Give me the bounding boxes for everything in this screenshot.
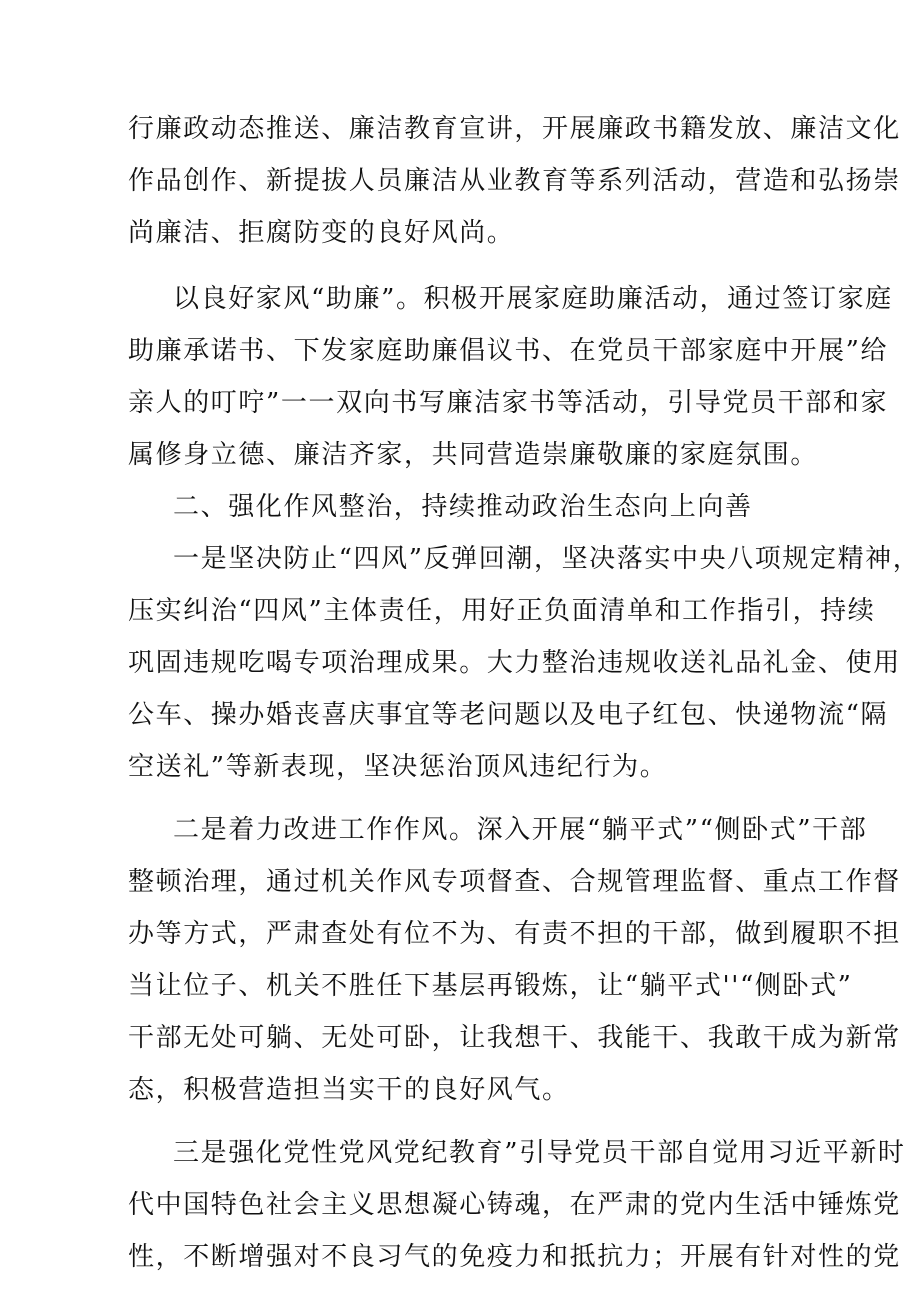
text-line: 空送礼”等新表现，坚决惩治顶风违纪行为。 (128, 752, 668, 782)
text-line: 代中国特色社会主义思想凝心铸魂，在严肃的党内生活中锤炼党 (128, 1190, 901, 1220)
text-line: 态，积极营造担当实干的良好风气。 (128, 1075, 570, 1105)
text-line: 当让位子、机关不胜任下基层再锻炼，让“躺平式''“侧卧式” (128, 971, 853, 1001)
text-line: 三是强化党性党风党纪教育”引导党员干部自觉用习近平新时 (173, 1138, 906, 1168)
text-line: 行廉政动态推送、廉洁教育宣讲，开展廉政书籍发放、廉洁文化 (128, 114, 901, 144)
text-line: 干部无处可躺、无处可卧，让我想干、我能干、我敢干成为新常 (128, 1023, 901, 1053)
text-line: 助廉承诺书、下发家庭助廉倡议书、在党员干部家庭中开展”给 (128, 336, 889, 366)
text-line: 整顿治理，通过机关作风专项督查、合规管理监督、重点工作督 (128, 867, 901, 897)
text-line: 一是坚决防止“四风”反弹回潮，坚决落实中央八项规定精神， (173, 544, 920, 574)
text-line: 作品创作、新提拔人员廉洁从业教育等系列活动，营造和弘扬崇 (128, 166, 901, 196)
text-line: 二是着力改进工作作风。深入开展“躺平式”“侧卧式”干部 (173, 815, 868, 845)
text-line: 压实纠治“四风”主体责任，用好正负面清单和工作指引，持续 (128, 596, 876, 626)
text-line: 属修身立德、廉洁齐家，共同营造崇廉敬廉的家庭氛围。 (128, 440, 819, 470)
text-line: 尚廉洁、拒腐防变的良好风尚。 (128, 218, 515, 248)
text-line: 以良好家风“助廉”。积极开展家庭助廉活动，通过签订家庭 (173, 284, 893, 314)
section-heading: 二、强化作风整治，持续推动政治生态向上向善 (173, 492, 753, 522)
text-line: 办等方式，严肃查处有位不为、有责不担的干部，做到履职不担 (128, 919, 901, 949)
text-line: 性，不断增强对不良习气的免疫力和抵抗力；开展有针对性的党 (128, 1242, 901, 1272)
text-line: 巩固违规吃喝专项治理成果。大力整治违规收送礼品礼金、使用 (128, 648, 901, 678)
text-line: 公车、操办婚丧喜庆事宜等老问题以及电子红包、快递物流“隔 (128, 700, 889, 730)
text-line: 亲人的叮咛”一一双向书写廉洁家书等活动，引导党员干部和家 (128, 388, 889, 418)
